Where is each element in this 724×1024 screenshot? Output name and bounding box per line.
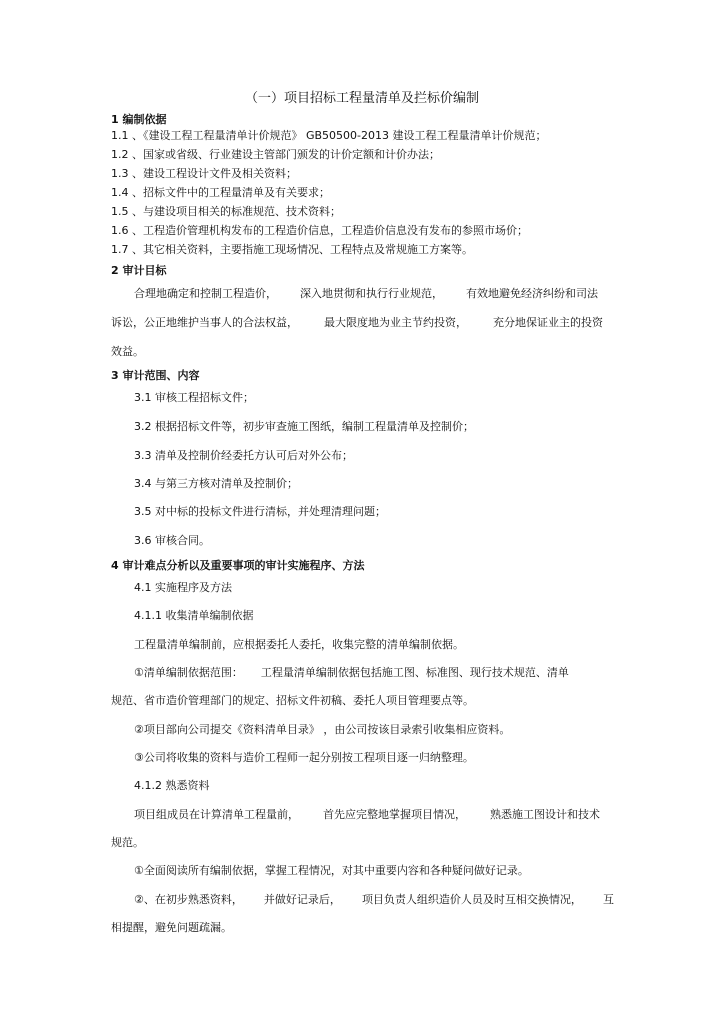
paragraph-line: 规范。 (111, 836, 144, 849)
page-title: （一）项目招标工程量清单及拦标价编制 (244, 91, 479, 106)
text-segment: 并做好记录后， (263, 893, 341, 906)
text-segment: ①清单编制依据范围： (134, 666, 243, 679)
paragraph-line (134, 666, 569, 680)
text-segment: 熟悉施工图设计和技术 (490, 808, 600, 821)
paragraph-line (134, 287, 598, 301)
text-segment: 项目负责人组织造价人员及时互相交换情况， (361, 893, 582, 906)
paragraph-line: ③公司将收集的资料与造价工程师一起分别按工程项目逐一归纳整理。 (134, 751, 474, 764)
paragraph-line (111, 316, 603, 330)
paragraph-line: ①全面阅读所有编制依据，掌握工程情况，对其中重要内容和各种疑问做好记录。 (134, 864, 529, 877)
text-segment: 最大限度地为业主节约投资， (324, 316, 467, 329)
section-3-heading: 3 审计范围、内容 (111, 369, 200, 382)
text-segment: 充分地保证业主的投资 (493, 316, 603, 329)
list-item: 1.7 、其它相关资料，主要指施工现场情况、工程特点及常规施工方案等。 (111, 243, 473, 256)
subsection-heading: 4.1.2 熟悉资料 (134, 779, 210, 792)
list-item: 3.1 审核工程招标文件； (134, 391, 254, 404)
text-segment: 有效地避免经济纠纷和司法 (466, 287, 598, 300)
list-item: 3.2 根据招标文件等，初步审查施工图纸，编制工程量清单及控制价； (134, 420, 474, 433)
text-segment: 互 (602, 893, 614, 906)
list-item: 1.1 、《建设工程工程量清单计价规范》 GB50500-2013 建设工程工程量清单计价规范； (111, 129, 547, 142)
paragraph-line: 规范、省市造价管理部门的规定、招标文件初稿、委托人项目管理要点等。 (111, 694, 474, 707)
list-item: 1.4 、招标文件中的工程量清单及有关要求； (111, 186, 330, 199)
subsection-heading: 4.1.1 收集清单编制依据 (134, 609, 254, 622)
paragraph-line (134, 808, 600, 822)
list-item: 3.6 审核合同。 (134, 534, 210, 547)
list-item: 3.4 与第三方核对清单及控制价； (134, 477, 298, 490)
text-segment: 合理地确定和控制工程造价， (134, 287, 277, 300)
list-item: 1.6 、工程造价管理机构发布的工程造价信息，工程造价信息没有发布的参照市场价； (111, 224, 528, 237)
list-item: 1.5 、与建设项目相关的标准规范、技术资料； (111, 205, 341, 218)
text-segment: 深入地贯彻和执行行业规范， (300, 287, 443, 300)
text-segment: 首先应完整地掌握项目情况， (323, 808, 466, 821)
list-item: 3.3 清单及控制价经委托方认可后对外公布； (134, 449, 353, 462)
paragraph-line: 工程量清单编制前，应根据委托人委托，收集完整的清单编制依据。 (134, 638, 464, 651)
list-item: 1.3 、建设工程设计文件及相关资料； (111, 167, 297, 180)
text-segment: 项目组成员在计算清单工程量前， (134, 808, 299, 821)
section-4-heading: 4 审计难点分析以及重要事项的审计实施程序、方法 (111, 559, 365, 572)
list-item: 3.5 对中标的投标文件进行清标，并处理清理问题； (134, 505, 386, 518)
text-segment: ②、在初步熟悉资料， (134, 893, 243, 906)
paragraph-line: 效益。 (111, 345, 144, 358)
list-item: 1.2 、国家或省级、行业建设主管部门颁发的计价定额和计价办法； (111, 148, 440, 161)
section-2-heading: 2 审计目标 (111, 264, 167, 277)
text-segment: 工程量清单编制依据包括施工图、标准图、现行技术规范、清单 (260, 666, 569, 679)
paragraph-line (134, 893, 614, 907)
paragraph-line: ②项目部向公司提交《资料清单目录》 ，由公司按该目录索引收集相应资料。 (134, 723, 511, 736)
paragraph-line: 相提醒，避免问题疏漏。 (111, 921, 232, 934)
text-segment: 诉讼，公正地维护当事人的合法权益， (111, 316, 298, 329)
section-1-heading: 1 编制依据 (111, 113, 167, 126)
subsection-heading: 4.1 实施程序及方法 (134, 581, 232, 594)
